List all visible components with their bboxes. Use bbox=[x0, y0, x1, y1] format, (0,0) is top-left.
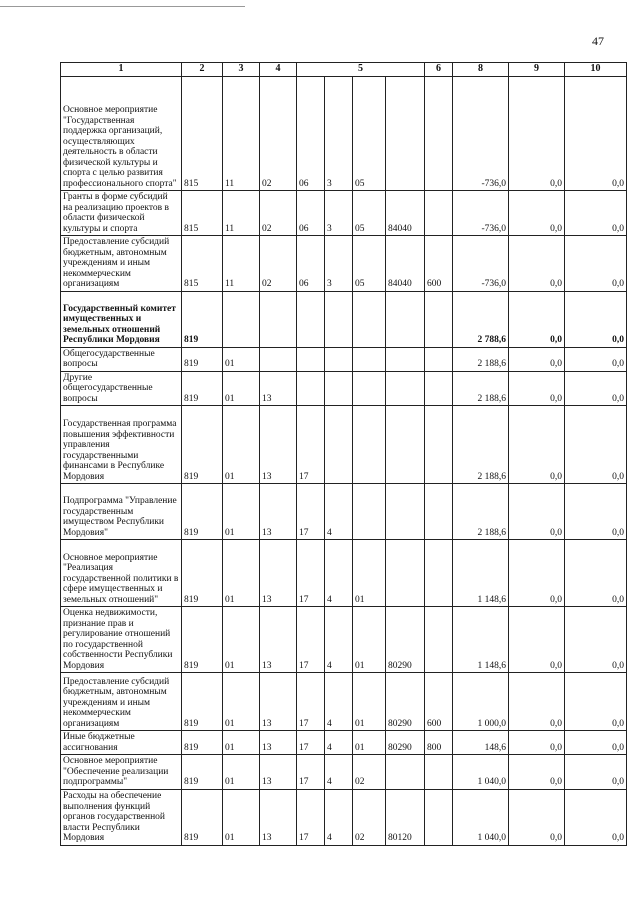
code-direction-cell: 80120 bbox=[386, 789, 425, 845]
header-col-2: 2 bbox=[182, 63, 223, 77]
row-name-cell: Общегосударственные вопросы bbox=[61, 347, 182, 371]
header-col-3: 3 bbox=[223, 63, 260, 77]
header-col-1: 1 bbox=[61, 63, 182, 77]
amount-cell: 2 188,6 bbox=[453, 371, 509, 406]
code-gv-cell: 819 bbox=[182, 540, 223, 607]
code-gv-cell: 819 bbox=[182, 406, 223, 484]
code-vr-cell bbox=[425, 371, 453, 406]
header-col-6: 6 bbox=[425, 63, 453, 77]
code-program-cell: 17 bbox=[297, 789, 325, 845]
code-subprogram-cell: 4 bbox=[325, 789, 353, 845]
code-subprogram-cell: 4 bbox=[325, 540, 353, 607]
col10-cell: 0,0 bbox=[565, 77, 627, 191]
col9-cell: 0,0 bbox=[509, 540, 565, 607]
code-direction-cell bbox=[386, 540, 425, 607]
code-gv-cell: 819 bbox=[182, 347, 223, 371]
code-section-cell: 01 bbox=[223, 406, 260, 484]
code-direction-cell bbox=[386, 755, 425, 790]
row-name-cell: Иные бюджетные ассигнования bbox=[61, 731, 182, 755]
code-vr-cell: 600 bbox=[425, 673, 453, 731]
code-direction-cell: 80290 bbox=[386, 731, 425, 755]
code-subprogram-cell bbox=[325, 406, 353, 484]
col9-cell: 0,0 bbox=[509, 484, 565, 540]
code-gv-cell: 815 bbox=[182, 191, 223, 236]
code-vr-cell bbox=[425, 191, 453, 236]
code-program-cell: 17 bbox=[297, 731, 325, 755]
table-row bbox=[61, 607, 627, 673]
col10-cell: 0,0 bbox=[565, 484, 627, 540]
code-subsection-cell: 13 bbox=[260, 789, 297, 845]
code-event-cell: 02 bbox=[353, 755, 386, 790]
code-direction-cell: 84040 bbox=[386, 236, 425, 292]
top-rule bbox=[0, 6, 245, 7]
code-section-cell: 01 bbox=[223, 673, 260, 731]
table-row bbox=[61, 673, 627, 731]
code-section-cell: 01 bbox=[223, 755, 260, 790]
code-gv-cell: 819 bbox=[182, 371, 223, 406]
col9-cell: 0,0 bbox=[509, 77, 565, 191]
row-name-cell: Подпрограмма "Управление государственным имуществом Республики Мордовия" bbox=[61, 484, 182, 540]
table-row bbox=[61, 291, 627, 347]
amount-cell: 2 188,6 bbox=[453, 347, 509, 371]
code-program-cell bbox=[297, 347, 325, 371]
col9-cell: 0,0 bbox=[509, 607, 565, 673]
col9-cell: 0,0 bbox=[509, 673, 565, 731]
code-direction-cell bbox=[386, 406, 425, 484]
code-section-cell: 01 bbox=[223, 540, 260, 607]
col9-cell: 0,0 bbox=[509, 755, 565, 790]
row-name-cell: Гранты в форме субсидий на реализацию проектов в области физической культуры и спорта bbox=[61, 191, 182, 236]
code-program-cell: 17 bbox=[297, 673, 325, 731]
code-program-cell: 06 bbox=[297, 191, 325, 236]
code-program-cell bbox=[297, 371, 325, 406]
table-row bbox=[61, 77, 627, 191]
code-subprogram-cell: 3 bbox=[325, 77, 353, 191]
code-subprogram-cell: 4 bbox=[325, 607, 353, 673]
row-name-cell: Оценка недвижимости, признание прав и регулирование отношений по государственной собственности Республики Мордовия bbox=[61, 607, 182, 673]
code-subprogram-cell: 3 bbox=[325, 191, 353, 236]
code-gv-cell: 819 bbox=[182, 291, 223, 347]
amount-cell: -736,0 bbox=[453, 191, 509, 236]
row-name-cell: Предоставление субсидий бюджетным, автономным учреждениям и иным некоммерческим организациям bbox=[61, 236, 182, 292]
row-name-cell: Государственный комитет имущественных и земельных отношений Республики Мордовия bbox=[61, 291, 182, 347]
table-row bbox=[61, 371, 627, 406]
code-subprogram-cell bbox=[325, 347, 353, 371]
table-row bbox=[61, 789, 627, 845]
col10-cell: 0,0 bbox=[565, 607, 627, 673]
table-body bbox=[61, 77, 627, 846]
col9-cell: 0,0 bbox=[509, 236, 565, 292]
code-gv-cell: 819 bbox=[182, 484, 223, 540]
code-event-cell: 01 bbox=[353, 731, 386, 755]
amount-cell: -736,0 bbox=[453, 236, 509, 292]
amount-cell: 148,6 bbox=[453, 731, 509, 755]
code-subsection-cell: 13 bbox=[260, 406, 297, 484]
col9-cell: 0,0 bbox=[509, 789, 565, 845]
header-col-9: 9 bbox=[509, 63, 565, 77]
table-row bbox=[61, 236, 627, 292]
code-subsection-cell: 13 bbox=[260, 540, 297, 607]
code-direction-cell: 84040 bbox=[386, 191, 425, 236]
code-subsection-cell bbox=[260, 291, 297, 347]
col10-cell: 0,0 bbox=[565, 673, 627, 731]
code-gv-cell: 819 bbox=[182, 607, 223, 673]
col10-cell: 0,0 bbox=[565, 789, 627, 845]
code-subsection-cell: 13 bbox=[260, 607, 297, 673]
row-name-cell: Государственная программа повышения эффективности управления государственными финансами в Республике Мордовия bbox=[61, 406, 182, 484]
row-name-cell: Предоставление субсидий бюджетным, автономным учреждениям и иным некоммерческим организациям bbox=[61, 673, 182, 731]
code-direction-cell bbox=[386, 484, 425, 540]
code-gv-cell: 819 bbox=[182, 731, 223, 755]
code-direction-cell: 80290 bbox=[386, 607, 425, 673]
code-section-cell: 01 bbox=[223, 607, 260, 673]
code-subprogram-cell: 4 bbox=[325, 673, 353, 731]
col10-cell: 0,0 bbox=[565, 191, 627, 236]
table-row bbox=[61, 347, 627, 371]
col10-cell: 0,0 bbox=[565, 755, 627, 790]
header-col-8: 8 bbox=[453, 63, 509, 77]
col9-cell: 0,0 bbox=[509, 731, 565, 755]
table-row bbox=[61, 731, 627, 755]
code-event-cell: 05 bbox=[353, 236, 386, 292]
code-section-cell: 11 bbox=[223, 77, 260, 191]
row-name-cell: Другие общегосударственные вопросы bbox=[61, 371, 182, 406]
code-gv-cell: 819 bbox=[182, 789, 223, 845]
code-direction-cell bbox=[386, 291, 425, 347]
amount-cell: 2 188,6 bbox=[453, 484, 509, 540]
code-subprogram-cell bbox=[325, 291, 353, 347]
code-event-cell bbox=[353, 371, 386, 406]
amount-cell: 1 148,6 bbox=[453, 540, 509, 607]
table-row bbox=[61, 540, 627, 607]
code-section-cell: 01 bbox=[223, 789, 260, 845]
code-subprogram-cell: 4 bbox=[325, 731, 353, 755]
code-event-cell: 05 bbox=[353, 77, 386, 191]
code-gv-cell: 815 bbox=[182, 236, 223, 292]
code-vr-cell: 600 bbox=[425, 236, 453, 292]
code-vr-cell bbox=[425, 755, 453, 790]
code-subsection-cell: 13 bbox=[260, 484, 297, 540]
budget-table bbox=[60, 62, 627, 846]
code-vr-cell: 800 bbox=[425, 731, 453, 755]
amount-cell: -736,0 bbox=[453, 77, 509, 191]
col9-cell: 0,0 bbox=[509, 291, 565, 347]
code-vr-cell bbox=[425, 291, 453, 347]
row-name-cell: Основное мероприятие "Реализация государственной политики в сфере имущественных и земельных отношений" bbox=[61, 540, 182, 607]
col9-cell: 0,0 bbox=[509, 371, 565, 406]
code-program-cell: 17 bbox=[297, 484, 325, 540]
code-subsection-cell: 13 bbox=[260, 371, 297, 406]
col10-cell: 0,0 bbox=[565, 371, 627, 406]
code-section-cell: 11 bbox=[223, 236, 260, 292]
code-subsection-cell: 13 bbox=[260, 673, 297, 731]
code-gv-cell: 819 bbox=[182, 755, 223, 790]
code-program-cell: 17 bbox=[297, 607, 325, 673]
code-event-cell bbox=[353, 406, 386, 484]
code-direction-cell: 80290 bbox=[386, 673, 425, 731]
amount-cell: 1 000,0 bbox=[453, 673, 509, 731]
code-program-cell: 17 bbox=[297, 406, 325, 484]
row-name-cell: Расходы на обеспечение выполнения функций органов государственной власти Республики Мордовия bbox=[61, 789, 182, 845]
code-section-cell: 01 bbox=[223, 371, 260, 406]
code-direction-cell bbox=[386, 77, 425, 191]
code-vr-cell bbox=[425, 77, 453, 191]
col9-cell: 0,0 bbox=[509, 191, 565, 236]
code-subprogram-cell bbox=[325, 371, 353, 406]
code-section-cell: 01 bbox=[223, 731, 260, 755]
table-row bbox=[61, 755, 627, 790]
code-subprogram-cell: 3 bbox=[325, 236, 353, 292]
row-name-cell: Основное мероприятие "Государственная поддержка организаций, осуществляющих деятельность в области физической культуры и спорта с целью развития профессионального спорта" bbox=[61, 77, 182, 191]
amount-cell: 2 188,6 bbox=[453, 406, 509, 484]
code-subsection-cell: 02 bbox=[260, 236, 297, 292]
code-program-cell: 17 bbox=[297, 540, 325, 607]
code-vr-cell bbox=[425, 406, 453, 484]
code-event-cell bbox=[353, 291, 386, 347]
col9-cell: 0,0 bbox=[509, 406, 565, 484]
header-row bbox=[61, 63, 627, 77]
code-subsection-cell: 02 bbox=[260, 77, 297, 191]
code-subprogram-cell: 4 bbox=[325, 755, 353, 790]
code-event-cell bbox=[353, 347, 386, 371]
code-vr-cell bbox=[425, 347, 453, 371]
code-subsection-cell: 13 bbox=[260, 755, 297, 790]
col10-cell: 0,0 bbox=[565, 236, 627, 292]
code-section-cell bbox=[223, 291, 260, 347]
code-direction-cell bbox=[386, 371, 425, 406]
code-gv-cell: 815 bbox=[182, 77, 223, 191]
table-row bbox=[61, 191, 627, 236]
code-event-cell: 01 bbox=[353, 607, 386, 673]
col10-cell: 0,0 bbox=[565, 731, 627, 755]
code-event-cell: 02 bbox=[353, 789, 386, 845]
amount-cell: 1 040,0 bbox=[453, 789, 509, 845]
code-subsection-cell bbox=[260, 347, 297, 371]
code-subprogram-cell: 4 bbox=[325, 484, 353, 540]
col10-cell: 0,0 bbox=[565, 406, 627, 484]
code-vr-cell bbox=[425, 540, 453, 607]
code-direction-cell bbox=[386, 347, 425, 371]
row-name-cell: Основное мероприятие "Обеспечение реализации подпрограммы" bbox=[61, 755, 182, 790]
amount-cell: 1 040,0 bbox=[453, 755, 509, 790]
col10-cell: 0,0 bbox=[565, 347, 627, 371]
code-subsection-cell: 02 bbox=[260, 191, 297, 236]
page-number: 47 bbox=[592, 34, 604, 48]
code-program-cell: 06 bbox=[297, 236, 325, 292]
code-program-cell bbox=[297, 291, 325, 347]
code-section-cell: 11 bbox=[223, 191, 260, 236]
header-col-10: 10 bbox=[565, 63, 627, 77]
col10-cell: 0,0 bbox=[565, 540, 627, 607]
col9-cell: 0,0 bbox=[509, 347, 565, 371]
code-vr-cell bbox=[425, 484, 453, 540]
header-col-4: 4 bbox=[260, 63, 297, 77]
table-row bbox=[61, 484, 627, 540]
code-program-cell: 17 bbox=[297, 755, 325, 790]
code-event-cell: 01 bbox=[353, 540, 386, 607]
code-event-cell: 01 bbox=[353, 673, 386, 731]
code-vr-cell bbox=[425, 607, 453, 673]
amount-cell: 1 148,6 bbox=[453, 607, 509, 673]
code-vr-cell bbox=[425, 789, 453, 845]
code-event-cell bbox=[353, 484, 386, 540]
table-row bbox=[61, 406, 627, 484]
code-section-cell: 01 bbox=[223, 347, 260, 371]
code-event-cell: 05 bbox=[353, 191, 386, 236]
code-section-cell: 01 bbox=[223, 484, 260, 540]
code-subsection-cell: 13 bbox=[260, 731, 297, 755]
amount-cell: 2 788,6 bbox=[453, 291, 509, 347]
code-gv-cell: 819 bbox=[182, 673, 223, 731]
header-col-5: 5 bbox=[297, 63, 425, 77]
code-program-cell: 06 bbox=[297, 77, 325, 191]
col10-cell: 0,0 bbox=[565, 291, 627, 347]
